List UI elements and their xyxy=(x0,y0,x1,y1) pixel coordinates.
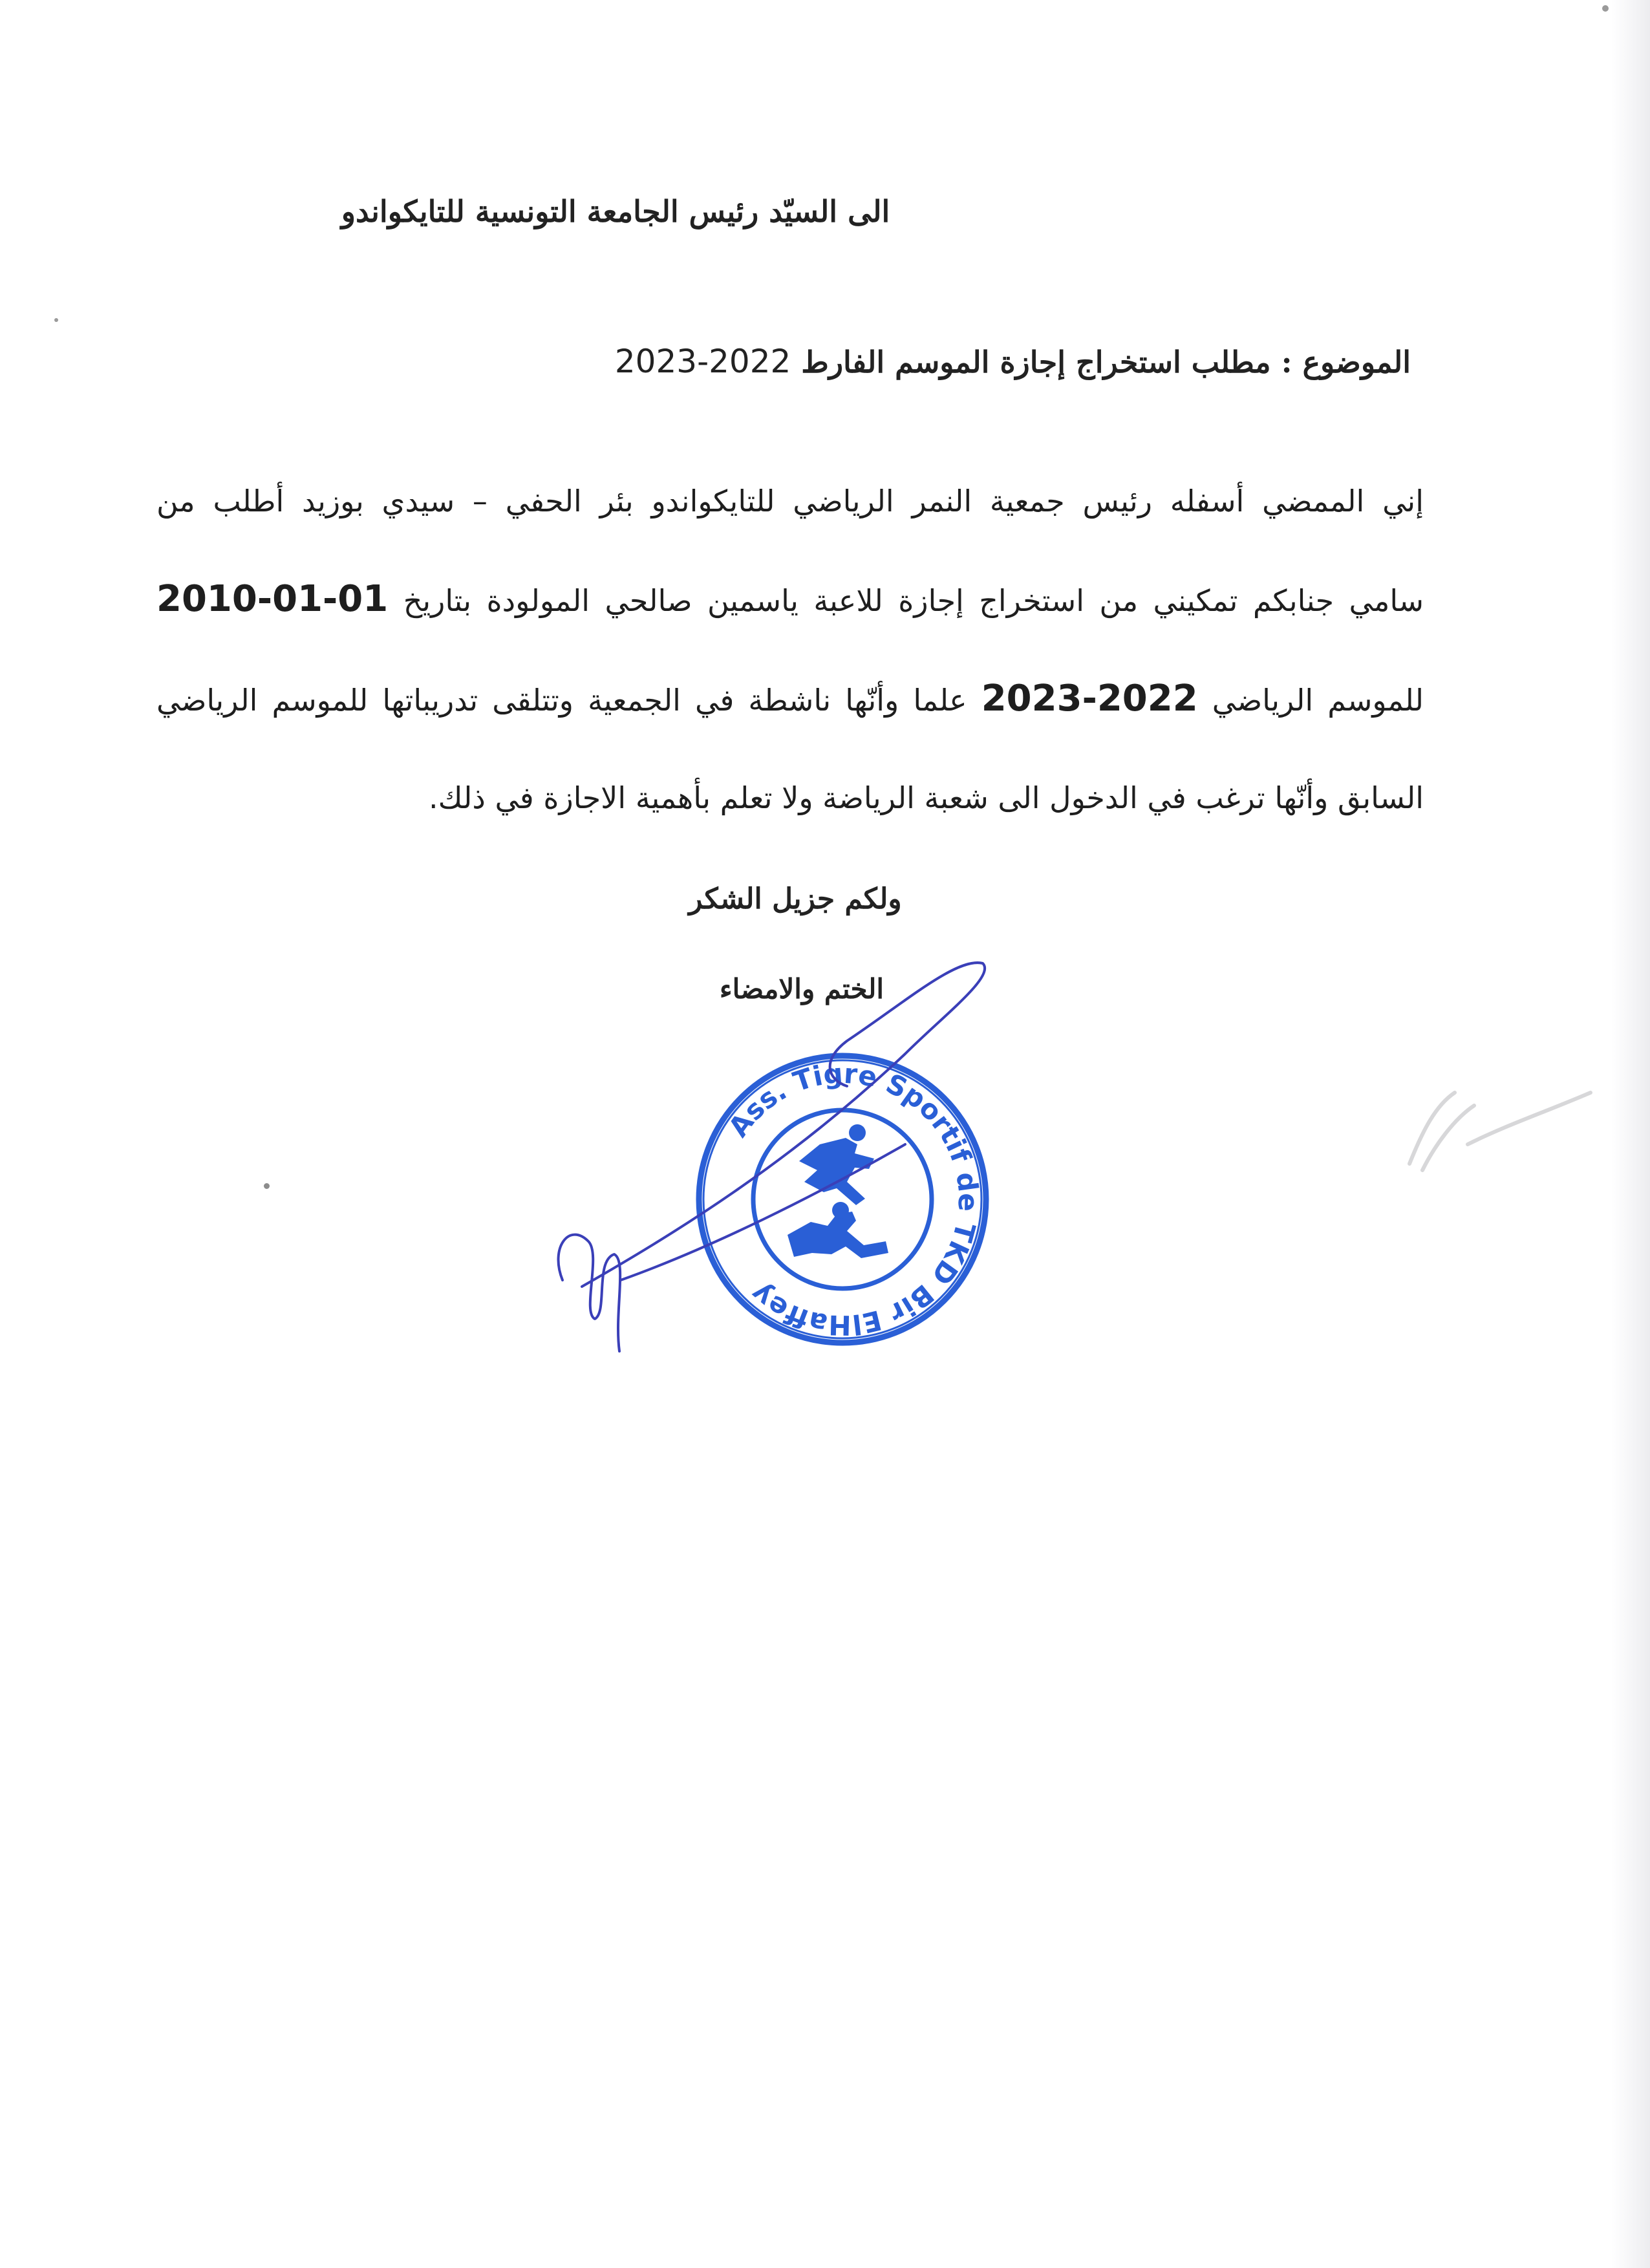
letter-body xyxy=(156,453,1424,847)
body-line-text: علما وأنّها ناشطة في الجمعية وتتلقى تدريباتها للموسم الرياضي xyxy=(156,683,967,718)
closing-line: ولكم جزيل الشكر xyxy=(689,883,902,915)
body-line-text: سامي جنابكم تمكيني من استخراج إجازة للاعبة ياسمين صالحي المولودة بتاريخ xyxy=(403,583,1424,618)
season-value: 2022-2023 xyxy=(981,678,1198,720)
body-line: إني الممضي أسفله رئيس جمعية النمر الرياضي للتايكواندو بئر الحفي – سيدي بوزيد أطلب من xyxy=(156,484,1424,519)
body-line: السابق وأنّها ترغب في الدخول الى شعبة الرياضة ولا تعلم بأهمية الاجازة في ذلك. xyxy=(428,780,1424,815)
body-line xyxy=(156,650,1424,749)
scan-edge-shadow xyxy=(1611,0,1650,2268)
seal-label: الختم والامضاء xyxy=(719,973,884,1005)
body-line-text: للموسم الرياضي xyxy=(1212,683,1424,718)
recipient-line: الى السيّد رئيس الجامعة التونسية للتايكواندو xyxy=(341,194,890,229)
body-line xyxy=(156,550,1424,650)
pencil-smudge xyxy=(1397,1067,1603,1196)
subject-label: الموضوع : مطلب استخراج إجازة الموسم الفارط xyxy=(801,345,1411,380)
birth-date: 01-01-2010 xyxy=(156,578,389,620)
subject-line xyxy=(182,343,1411,380)
scan-speck xyxy=(264,1183,270,1189)
handwritten-signature xyxy=(543,950,996,1377)
scan-speck xyxy=(1602,5,1609,12)
subject-season: 2022-2023 xyxy=(614,343,791,380)
stamp-ring-text: Ass. Tigre Sportif de TKD Bir ElHaffey xyxy=(722,1057,985,1342)
scan-speck xyxy=(54,318,58,322)
